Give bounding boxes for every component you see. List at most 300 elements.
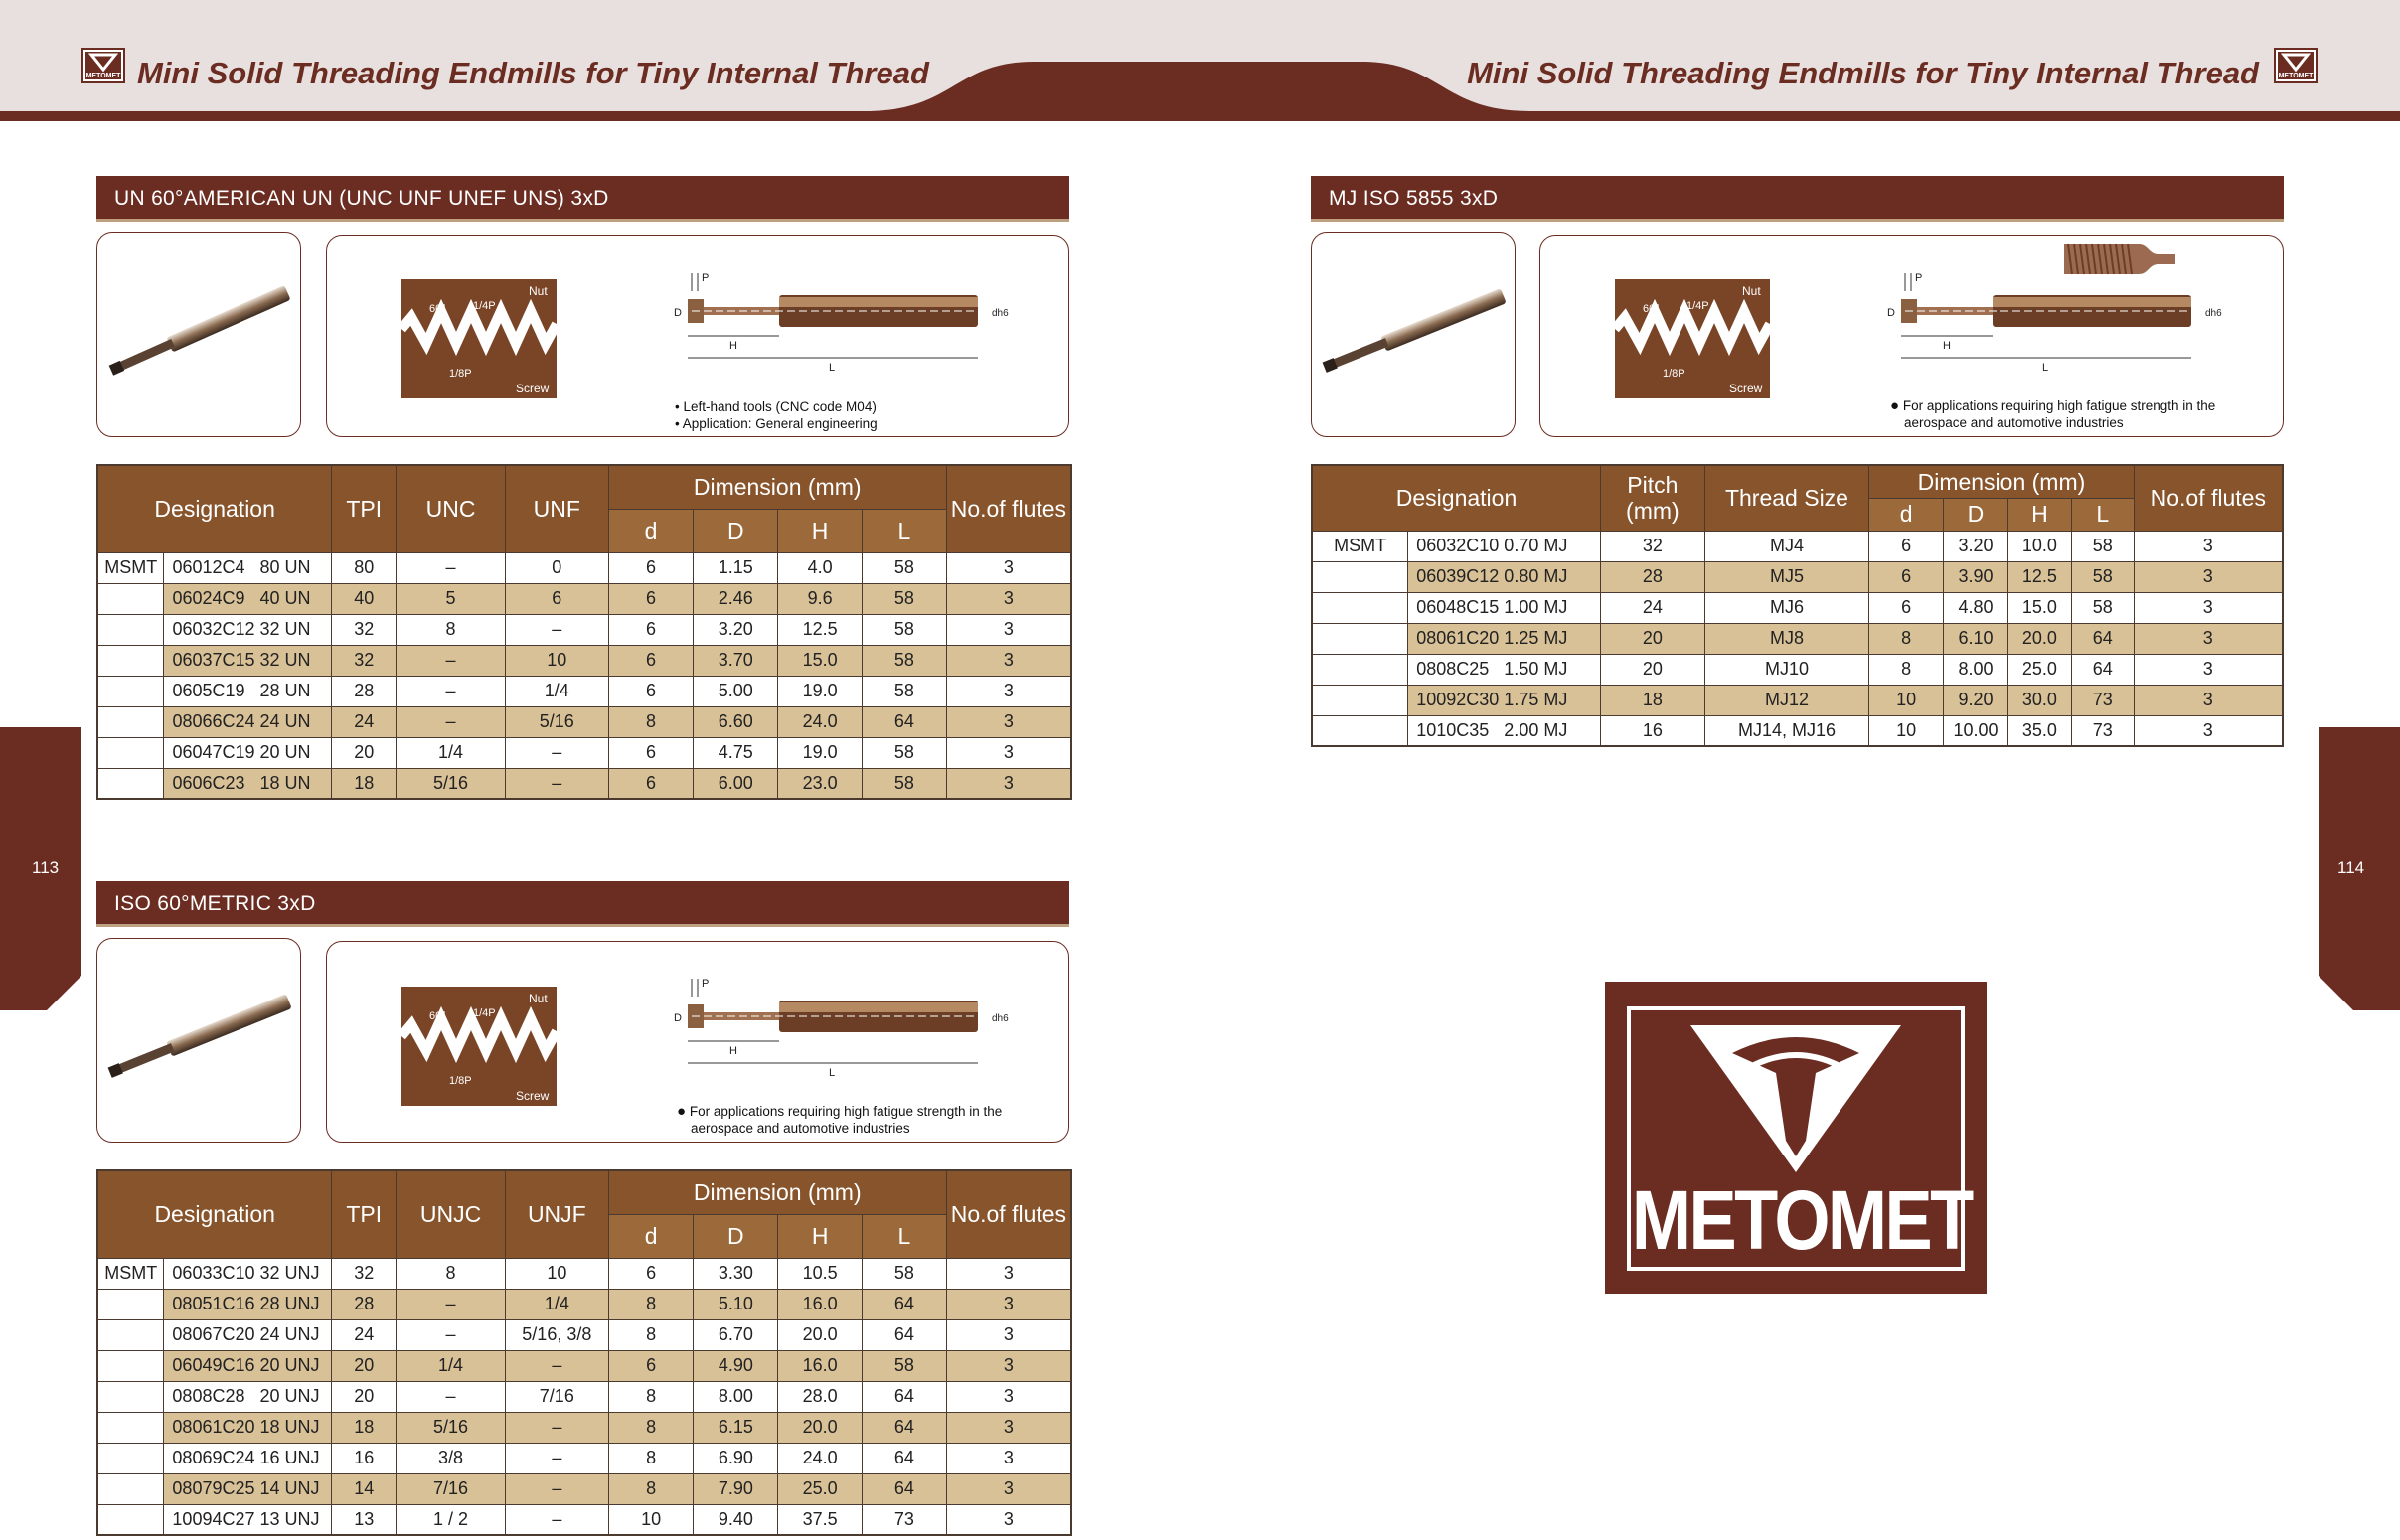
header-designation: Designation <box>1312 465 1601 531</box>
cell-n: 3 <box>946 1381 1071 1412</box>
cell-D: 6.60 <box>694 706 778 737</box>
svg-text:H: H <box>729 1045 737 1057</box>
cell-pre <box>97 1289 164 1319</box>
diagram-box-un <box>326 235 1069 437</box>
cell-n: 3 <box>946 614 1071 645</box>
cell-D: 9.20 <box>1944 685 2008 715</box>
cell-code: 0606C23 18 UN <box>164 768 332 799</box>
cell-L: 64 <box>863 706 947 737</box>
cell-tpi: 28 <box>332 1289 397 1319</box>
cell-c: 1 / 2 <box>397 1504 506 1535</box>
cell-code: 06039C12 0.80 MJ <box>1408 561 1601 592</box>
cell-c: – <box>397 1289 506 1319</box>
header-dimension: Dimension (mm) <box>1869 465 2134 498</box>
note-un-1: • Left-hand tools (CNC code M04) <box>675 399 877 414</box>
cell-tpi: 24 <box>332 1319 397 1350</box>
cell-code: 06012C4 80 UN <box>164 552 332 583</box>
cell-L: 58 <box>863 645 947 676</box>
cell-c: 8 <box>397 1258 506 1289</box>
cell-code: 08051C16 28 UNJ <box>164 1289 332 1319</box>
cell-n: 3 <box>946 1350 1071 1381</box>
section-bar-iso: ISO 60°METRIC 3xD <box>96 881 1069 927</box>
cell-c: – <box>397 1319 506 1350</box>
cell-H: 28.0 <box>778 1381 863 1412</box>
cell-L: 64 <box>863 1473 947 1504</box>
cell-d: 6 <box>1869 592 1944 623</box>
cell-s: MJ8 <box>1704 623 1869 654</box>
cell-n: 3 <box>946 583 1071 614</box>
cell-pre <box>97 1350 164 1381</box>
cell-H: 4.0 <box>778 552 863 583</box>
cell-tpi: 32 <box>332 1258 397 1289</box>
cell-p: 24 <box>1601 592 1705 623</box>
cell-f: 1/4 <box>505 1289 608 1319</box>
cell-D: 3.90 <box>1944 561 2008 592</box>
cell-n: 3 <box>946 1504 1071 1535</box>
cell-D: 6.10 <box>1944 623 2008 654</box>
cell-code: 06049C16 20 UNJ <box>164 1350 332 1381</box>
cell-code: 10092C30 1.75 MJ <box>1408 685 1601 715</box>
cell-s: MJ14, MJ16 <box>1704 715 1869 746</box>
cell-n: 3 <box>946 768 1071 799</box>
cell-n: 3 <box>2134 592 2283 623</box>
cell-c: – <box>397 1381 506 1412</box>
cell-d: 8 <box>608 1319 694 1350</box>
cell-p: 28 <box>1601 561 1705 592</box>
cell-f: 5/16, 3/8 <box>505 1319 608 1350</box>
svg-text:P: P <box>702 272 710 284</box>
cell-f: – <box>505 1350 608 1381</box>
note-mj-1: For applications requiring high fatigue strength in the <box>1902 398 2216 413</box>
svg-text:60°: 60° <box>1643 303 1660 315</box>
svg-text:P: P <box>702 978 710 990</box>
cell-d: 6 <box>1869 531 1944 561</box>
cell-tpi: 18 <box>332 1412 397 1443</box>
metomet-logo <box>1605 982 1987 1294</box>
diagram-box-mj <box>1539 235 2284 437</box>
cell-code: 06032C10 0.70 MJ <box>1408 531 1601 561</box>
cell-d: 6 <box>608 768 694 799</box>
header-thread-size: Thread Size <box>1704 465 1869 531</box>
cell-tpi: 40 <box>332 583 397 614</box>
cell-code: 0808C28 20 UNJ <box>164 1381 332 1412</box>
nut-label-un: Nut <box>529 284 548 298</box>
cell-D: 8.00 <box>694 1381 778 1412</box>
table-row <box>1312 715 2283 746</box>
cell-D: 6.70 <box>694 1319 778 1350</box>
cell-n: 3 <box>2134 561 2283 592</box>
cell-pre <box>97 614 164 645</box>
cell-pre <box>97 1443 164 1473</box>
cell-d: 6 <box>608 645 694 676</box>
cell-f: – <box>505 737 608 768</box>
cell-code: 06024C9 40 UN <box>164 583 332 614</box>
cell-p: 16 <box>1601 715 1705 746</box>
cell-code: 08061C20 1.25 MJ <box>1408 623 1601 654</box>
cell-L: 58 <box>863 676 947 706</box>
cell-tpi: 32 <box>332 614 397 645</box>
cell-H: 10.5 <box>778 1258 863 1289</box>
cell-L: 58 <box>2071 561 2134 592</box>
table-row <box>97 645 1071 676</box>
cell-c: 5/16 <box>397 768 506 799</box>
cell-n: 3 <box>2134 715 2283 746</box>
tool-drawing-un <box>660 261 1057 381</box>
cell-d: 8 <box>1869 623 1944 654</box>
small-logo-right <box>2276 50 2316 81</box>
cell-L: 64 <box>863 1443 947 1473</box>
table-un <box>96 464 1072 800</box>
cell-code: 06047C19 20 UN <box>164 737 332 768</box>
cell-L: 64 <box>2071 654 2134 685</box>
header-pitch: Pitch (mm) <box>1601 465 1705 531</box>
cell-c: – <box>397 645 506 676</box>
svg-text:D: D <box>674 1012 682 1024</box>
cell-n: 3 <box>2134 685 2283 715</box>
cell-p: 20 <box>1601 623 1705 654</box>
cell-n: 3 <box>946 1473 1071 1504</box>
svg-text:Screw: Screw <box>516 1089 550 1103</box>
svg-text:D: D <box>674 307 682 319</box>
page-title-left: Mini Solid Threading Endmills for Tiny Internal Thread <box>137 56 929 90</box>
angle-label-un: 60° <box>429 303 446 315</box>
cell-c: 1/4 <box>397 1350 506 1381</box>
cell-H: 16.0 <box>778 1350 863 1381</box>
cell-n: 3 <box>2134 531 2283 561</box>
cell-D: 3.20 <box>1944 531 2008 561</box>
svg-text:dh6: dh6 <box>992 1013 1009 1024</box>
cell-s: MJ12 <box>1704 685 1869 715</box>
cell-pre <box>97 676 164 706</box>
cell-d: 6 <box>608 552 694 583</box>
header-l: L <box>863 1214 947 1258</box>
cell-tpi: 20 <box>332 1381 397 1412</box>
header-dimension: Dimension (mm) <box>608 1170 946 1214</box>
cell-tpi: 13 <box>332 1504 397 1535</box>
header-designation: Designation <box>97 1170 332 1258</box>
cell-H: 15.0 <box>778 645 863 676</box>
note-iso-1: For applications requiring high fatigue strength in the <box>689 1104 1003 1119</box>
cell-n: 3 <box>946 706 1071 737</box>
small-logo-left <box>83 50 123 81</box>
table-row <box>1312 531 2283 561</box>
cell-tpi: 24 <box>332 706 397 737</box>
cell-L: 64 <box>863 1289 947 1319</box>
cell-H: 35.0 <box>2007 715 2071 746</box>
cell-s: MJ5 <box>1704 561 1869 592</box>
cell-f: 10 <box>505 1258 608 1289</box>
thread-profile-iso <box>401 987 557 1106</box>
cell-D: 8.00 <box>1944 654 2008 685</box>
header-flutes: No.of flutes <box>946 1170 1071 1258</box>
cell-L: 73 <box>2071 685 2134 715</box>
cell-p: 32 <box>1601 531 1705 561</box>
cell-pre: MSMT <box>97 1258 164 1289</box>
cell-code: 06048C15 1.00 MJ <box>1408 592 1601 623</box>
svg-text:dh6: dh6 <box>2205 308 2222 319</box>
thread-profile-mj <box>1615 279 1770 398</box>
cell-c: 7/16 <box>397 1473 506 1504</box>
cell-H: 24.0 <box>778 706 863 737</box>
notes-un <box>675 398 878 432</box>
cell-pre <box>1312 715 1408 746</box>
cell-D: 6.90 <box>694 1443 778 1473</box>
svg-text:1/4P: 1/4P <box>1686 300 1709 312</box>
cell-d: 8 <box>608 1412 694 1443</box>
cell-code: 1010C35 2.00 MJ <box>1408 715 1601 746</box>
tool-photo-iso <box>96 938 301 1143</box>
cell-pre: MSMT <box>97 552 164 583</box>
cell-code: 08069C24 16 UNJ <box>164 1443 332 1473</box>
note-iso-2: aerospace and automotive industries <box>691 1121 910 1136</box>
tool-drawing-mj <box>1873 261 2271 381</box>
table-row <box>1312 561 2283 592</box>
cell-L: 64 <box>863 1319 947 1350</box>
section-bar-mj: MJ ISO 5855 3xD <box>1311 176 2284 222</box>
cell-d: 10 <box>1869 715 1944 746</box>
header-dimension: Dimension (mm) <box>608 465 946 509</box>
table-row <box>97 1443 1071 1473</box>
svg-text:P: P <box>1915 272 1923 284</box>
cell-n: 3 <box>946 737 1071 768</box>
table-mj <box>1311 464 2284 747</box>
tool-photo-un <box>96 232 301 437</box>
cell-pre <box>1312 561 1408 592</box>
cell-pre <box>97 583 164 614</box>
thread-profile-un <box>401 279 557 398</box>
cell-d: 6 <box>608 583 694 614</box>
table-row <box>1312 685 2283 715</box>
cell-D: 1.15 <box>694 552 778 583</box>
cell-pre <box>1312 623 1408 654</box>
svg-text:60°: 60° <box>429 1010 446 1022</box>
header-d-big: D <box>1944 498 2008 531</box>
cell-L: 58 <box>863 768 947 799</box>
cell-n: 3 <box>946 676 1071 706</box>
cell-s: MJ4 <box>1704 531 1869 561</box>
header-unjf: UNJF <box>505 1170 608 1258</box>
cell-D: 7.90 <box>694 1473 778 1504</box>
cell-pre <box>97 1412 164 1443</box>
cell-L: 58 <box>2071 531 2134 561</box>
svg-text:Nut: Nut <box>529 992 548 1005</box>
cell-f: 7/16 <box>505 1381 608 1412</box>
table-row <box>97 1319 1071 1350</box>
cell-tpi: 16 <box>332 1443 397 1473</box>
cell-H: 37.5 <box>778 1504 863 1535</box>
cell-f: 5/16 <box>505 706 608 737</box>
table-row <box>1312 623 2283 654</box>
cell-n: 3 <box>946 1258 1071 1289</box>
svg-text:1/8P: 1/8P <box>1663 368 1685 380</box>
table-row <box>97 552 1071 583</box>
page-number-left: 113 <box>32 858 60 877</box>
table-row <box>97 676 1071 706</box>
cell-d: 8 <box>608 706 694 737</box>
header-flutes: No.of flutes <box>946 465 1071 552</box>
cell-L: 64 <box>2071 623 2134 654</box>
svg-text:Screw: Screw <box>1729 382 1763 395</box>
cell-H: 20.0 <box>2007 623 2071 654</box>
cell-D: 4.80 <box>1944 592 2008 623</box>
cell-H: 19.0 <box>778 676 863 706</box>
table-row <box>97 706 1071 737</box>
cell-code: 0808C25 1.50 MJ <box>1408 654 1601 685</box>
cell-H: 24.0 <box>778 1443 863 1473</box>
cell-s: MJ6 <box>1704 592 1869 623</box>
cell-p: 20 <box>1601 654 1705 685</box>
header-designation: Designation <box>97 465 332 552</box>
cell-H: 10.0 <box>2007 531 2071 561</box>
cell-c: 5 <box>397 583 506 614</box>
cell-pre <box>97 1504 164 1535</box>
cell-D: 6.15 <box>694 1412 778 1443</box>
svg-text:Nut: Nut <box>1742 284 1761 298</box>
cell-code: 06037C15 32 UN <box>164 645 332 676</box>
svg-text:1/4P: 1/4P <box>473 1007 496 1019</box>
svg-text:D: D <box>1887 307 1895 319</box>
cell-H: 25.0 <box>2007 654 2071 685</box>
header-d-big: D <box>694 509 778 552</box>
table-row <box>97 1412 1071 1443</box>
cell-f: – <box>505 768 608 799</box>
header-h: H <box>778 509 863 552</box>
cell-d: 10 <box>1869 685 1944 715</box>
page-number-right: 114 <box>2337 858 2365 877</box>
cell-pre <box>97 645 164 676</box>
section-bar-un: UN 60°AMERICAN UN (UNC UNF UNEF UNS) 3xD <box>96 176 1069 222</box>
header-flutes: No.of flutes <box>2134 465 2283 531</box>
cell-tpi: 20 <box>332 1350 397 1381</box>
notes-mj: ● For applications requiring high fatigue strength in the aerospace and automotive industries <box>1890 397 2216 430</box>
cell-tpi: 28 <box>332 676 397 706</box>
cell-L: 58 <box>863 737 947 768</box>
cell-D: 5.10 <box>694 1289 778 1319</box>
header-d-small: d <box>608 509 694 552</box>
cell-D: 6.00 <box>694 768 778 799</box>
cell-f: 6 <box>505 583 608 614</box>
header-unf: UNF <box>505 465 608 552</box>
cell-H: 9.6 <box>778 583 863 614</box>
cell-D: 4.75 <box>694 737 778 768</box>
table-row <box>97 614 1071 645</box>
cell-d: 10 <box>608 1504 694 1535</box>
screw-label-un: Screw <box>516 382 550 395</box>
cell-f: 1/4 <box>505 676 608 706</box>
cell-code: 08066C24 24 UN <box>164 706 332 737</box>
cell-p: 18 <box>1601 685 1705 715</box>
header-l: L <box>863 509 947 552</box>
cell-D: 9.40 <box>694 1504 778 1535</box>
cell-n: 3 <box>2134 654 2283 685</box>
cell-code: 06032C12 32 UN <box>164 614 332 645</box>
header-d-big: D <box>694 1214 778 1258</box>
table-row <box>97 1258 1071 1289</box>
cell-H: 12.5 <box>2007 561 2071 592</box>
tool-photo-mj <box>1311 232 1516 437</box>
cell-d: 6 <box>1869 561 1944 592</box>
cell-d: 8 <box>608 1473 694 1504</box>
header-h: H <box>2007 498 2071 531</box>
header-tpi: TPI <box>332 1170 397 1258</box>
cell-tpi: 20 <box>332 737 397 768</box>
cell-c: – <box>397 706 506 737</box>
cell-D: 3.30 <box>694 1258 778 1289</box>
cell-H: 20.0 <box>778 1319 863 1350</box>
cell-pre <box>1312 685 1408 715</box>
table-row <box>97 583 1071 614</box>
cell-H: 30.0 <box>2007 685 2071 715</box>
cell-L: 73 <box>2071 715 2134 746</box>
cell-tpi: 14 <box>332 1473 397 1504</box>
cell-f: – <box>505 1443 608 1473</box>
cell-f: – <box>505 614 608 645</box>
eighth-label-un: 1/8P <box>449 368 472 380</box>
table-row <box>97 1381 1071 1412</box>
header-tpi: TPI <box>332 465 397 552</box>
cell-tpi: 18 <box>332 768 397 799</box>
svg-text:H: H <box>1943 340 1951 352</box>
cell-code: 06033C10 32 UNJ <box>164 1258 332 1289</box>
cell-L: 64 <box>863 1412 947 1443</box>
cell-H: 20.0 <box>778 1412 863 1443</box>
cell-L: 58 <box>863 552 947 583</box>
cell-d: 8 <box>608 1381 694 1412</box>
page-title-right: Mini Solid Threading Endmills for Tiny Internal Thread <box>1467 56 2259 90</box>
cell-L: 58 <box>863 583 947 614</box>
cell-d: 6 <box>608 676 694 706</box>
cell-c: 5/16 <box>397 1412 506 1443</box>
tool-drawing-iso <box>660 967 1057 1086</box>
cell-n: 3 <box>946 1289 1071 1319</box>
diagram-box-iso <box>326 941 1069 1143</box>
cell-tpi: 80 <box>332 552 397 583</box>
cell-d: 6 <box>608 614 694 645</box>
table-row <box>1312 592 2283 623</box>
cell-D: 3.70 <box>694 645 778 676</box>
cell-n: 3 <box>946 645 1071 676</box>
cell-pre: MSMT <box>1312 531 1408 561</box>
cell-H: 23.0 <box>778 768 863 799</box>
cell-f: 10 <box>505 645 608 676</box>
cell-L: 73 <box>863 1504 947 1535</box>
table-row <box>1312 654 2283 685</box>
cell-f: – <box>505 1504 608 1535</box>
table-row <box>97 1289 1071 1319</box>
svg-text:L: L <box>2042 362 2049 374</box>
cell-L: 58 <box>2071 592 2134 623</box>
header-l: L <box>2071 498 2134 531</box>
header-unjc: UNJC <box>397 1170 506 1258</box>
cell-code: 0605C19 28 UN <box>164 676 332 706</box>
table-iso <box>96 1169 1072 1536</box>
cell-c: – <box>397 676 506 706</box>
notes-iso: ● For applications requiring high fatigue strength in the aerospace and automotive industries <box>677 1103 1003 1136</box>
cell-tpi: 32 <box>332 645 397 676</box>
cell-pre <box>97 706 164 737</box>
cell-D: 2.46 <box>694 583 778 614</box>
cell-n: 3 <box>946 552 1071 583</box>
cell-D: 3.20 <box>694 614 778 645</box>
cell-n: 3 <box>2134 623 2283 654</box>
cell-n: 3 <box>946 1412 1071 1443</box>
cell-d: 8 <box>608 1289 694 1319</box>
cell-H: 16.0 <box>778 1289 863 1319</box>
cell-pre <box>97 768 164 799</box>
metomet-logo-text: METOMET <box>1631 1173 1972 1267</box>
cell-pre <box>97 1319 164 1350</box>
cell-d: 8 <box>1869 654 1944 685</box>
